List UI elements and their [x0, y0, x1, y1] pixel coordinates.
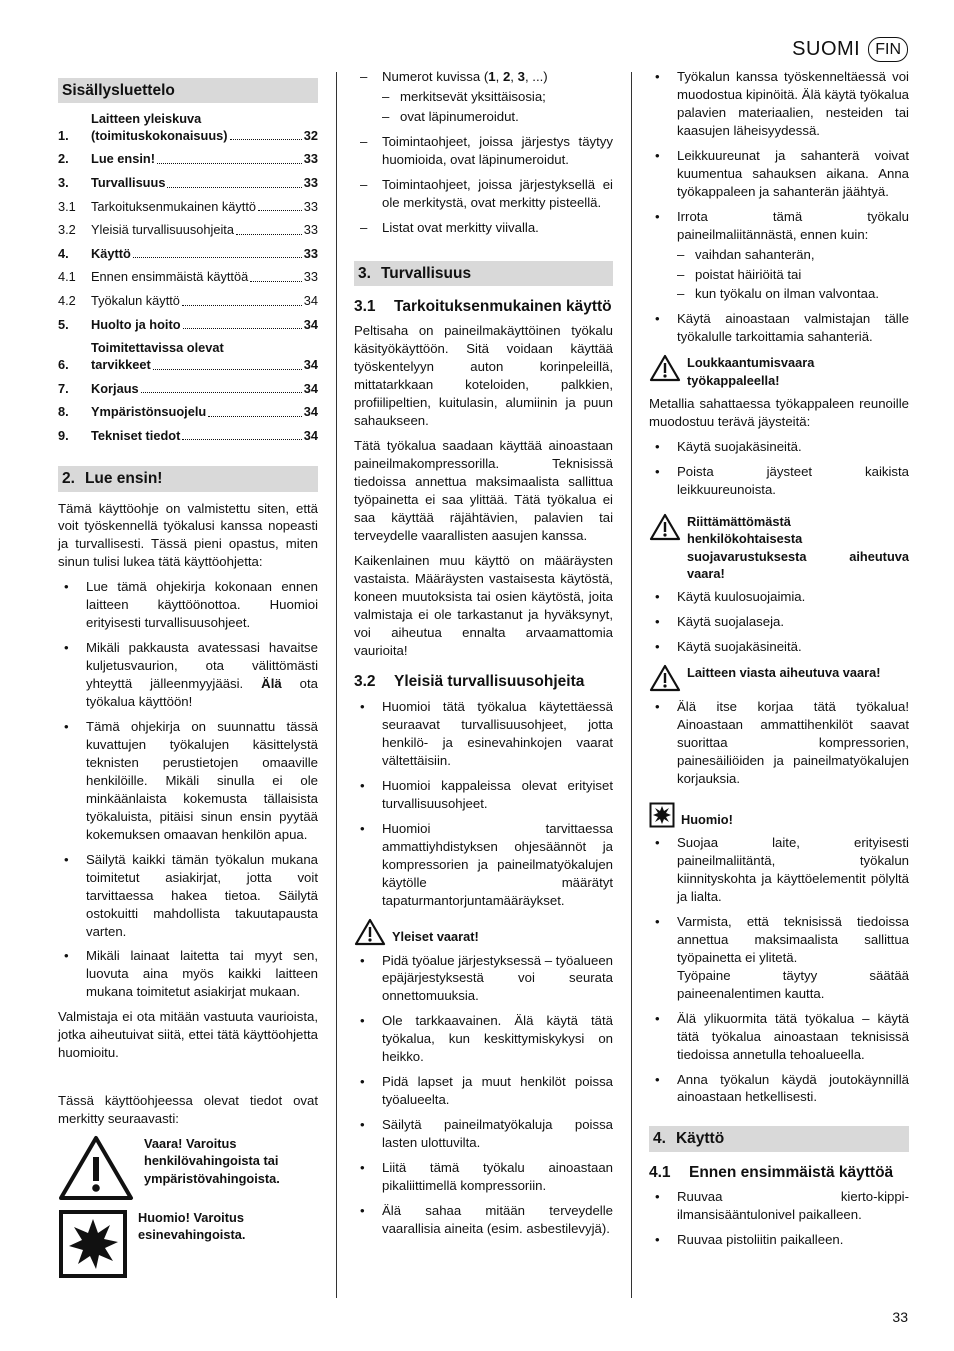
list-item: – Toimintaohjeet, joissa järjestyksellä ei ole merkitystä, ovat merkitty pisteellä. — [354, 176, 613, 212]
list-item: • Mikäli lainaat laitetta tai myyt sen, luovuta aina myös kaikki laitteen mukana toimitetut asiakirjat mukaan. — [58, 947, 318, 1001]
list-item: • Varmista, että teknisissä tiedoissa annettua maksimaalista sallittua työpainetta ei ylitetä. Työpaine täytyy säätää paineenalentimen kautta. — [649, 913, 909, 1003]
list-item: • Älä ylikuormita tätä työkalua – käytä tätä työkalua ainoastaan teknisissä tiedoissa annetulla tehoalueella. — [649, 1010, 909, 1064]
list-item: • Mikäli pakkausta avatessasi havaitse kuljetusvaurion, ota välittömästi yhteyttä jälleenmyyjääsi. Älä ota työkalua käyttöön! — [58, 639, 318, 711]
column-middle — [354, 68, 613, 1245]
list-item: • Käytä suojakäsineitä. — [649, 638, 909, 656]
column-divider — [631, 72, 632, 1298]
list-item: • Ruuvaa pistoliitin paikalleen. — [649, 1231, 909, 1249]
language-label: SUOMI — [792, 38, 861, 60]
subsection-heading: 3.2 Yleisiä turvallisuusohjeita — [354, 673, 585, 691]
paragraph: Kaikenlainen muu käyttö on määräysten vastaista. Määräysten vastaisesta käytöstä, koneen muutoksista tai osien käytöstä, joita valmistaja ei ole tarkastanut ja hyväksynyt, voi aiheutua ennalta arvaamattomia vaurioita! — [354, 552, 613, 658]
toc-entry[interactable]: 9. Tekniset tiedot 34 — [58, 427, 318, 443]
list-item: – Listat ovat merkitty viivalla. — [354, 219, 613, 237]
list-item: – Toimintaohjeet, joissa järjestys täytyy huomioida, ovat läpinumeroidut. — [354, 133, 613, 169]
legend-danger: Vaara! Varoitus henkilövahingoista tai ympäristövahingoista. — [58, 1135, 318, 1201]
list-item: • Käytä suojalaseja. — [649, 613, 909, 631]
list-item: • Anna työkalun käydä joutokäynnillä ainoastaan hetkellisesti. — [649, 1071, 909, 1107]
caution-burst-icon — [58, 1209, 128, 1279]
list-item: – poistat häiriöitä tai — [677, 266, 909, 284]
column-right — [649, 68, 909, 1256]
warning-triangle-icon — [58, 1135, 134, 1201]
caution-note: Huomio! — [649, 802, 909, 828]
table-of-contents — [58, 111, 318, 444]
list-item: • Käytä suojakäsineitä. — [649, 438, 909, 456]
page-number: 33 — [892, 1308, 908, 1325]
column-left — [58, 68, 318, 1279]
warning-triangle-icon — [354, 918, 386, 946]
paragraph: Peltisaha on paineilmakäyttöinen työkalu käsityökäyttöön. Sitä voidaan käyttää työskentelyyn auton korinpeleillä, mittatarkkaan koteloiden, palkkien, profiilipeltien, kuitulasin, alumiinin ja puun sahaukseen. — [354, 323, 613, 429]
list-item: • Työkalun kanssa työskenneltäessä voi muodostua kipinöitä. Älä käytä työkalua palavien materiaalien, nesteiden tai kaasujen läheisyydessä. — [649, 68, 909, 140]
list-item: • Leikkuureunat ja sahanterä voivat kuumentua sahauksen aikana. Anna työkappaleen ja sahanterän jäähtyä. — [649, 147, 909, 201]
paragraph: Valmistaja ei ota mitään vastuuta vaurioista, jotka aiheutuivat siitä, ettei tätä käyttöohjetta huomioitu. — [58, 1009, 318, 1061]
warning-injury: Loukkaantumisvaara työkappaleella! — [649, 354, 909, 389]
toc-entry[interactable]: 8. Ympäristönsuojelu 34 — [58, 404, 318, 420]
toc-entry[interactable]: 3.2 Yleisiä turvallisuusohjeita 33 — [58, 222, 318, 238]
list-item: • Liitä tämä työkalu ainoastaan pikaliittimellä kompressoriin. — [354, 1159, 613, 1195]
caution-burst-icon — [649, 802, 675, 828]
warning-ppe: Riittämättömästä henkilökohtaisesta suojavarustuksesta aiheutuva vaara! — [649, 513, 909, 583]
list-item: • Ruuvaa kierto-kippi-ilmansisääntulonivel paikalleen. — [649, 1188, 909, 1224]
toc-entry[interactable]: 5. Huolto ja hoito 34 — [58, 316, 318, 332]
legend-caution: Huomio! Varoitus esinevahingoista. — [58, 1209, 318, 1279]
list-item: – vaihdan sahanterän, — [677, 246, 909, 264]
list-item: • Pidä työalue järjestyksessä – työalueen epäjärjestyksestä voi seurata onnettomuuksia. — [354, 952, 613, 1006]
list-item: • Suojaa laite, erityisesti paineilmaliitäntä, työkalun kiinnityskohta ja käyttöelementit pölyltä ja lialta. — [649, 834, 909, 906]
paragraph: Tätä työkalua saadaan käyttää ainoastaan paineilmakompressorilla. Teknisissä tiedoissa annettua maksimaalista sallittua työpainetta ei saa ylittää. Tätä työkalua ei saa käyttää räjähtävien, palavien tai terveydelle vaarallisten aasujen kanssa. — [354, 438, 613, 543]
toc-entry[interactable]: 7. Korjaus 34 — [58, 380, 318, 396]
toc-entry[interactable]: 4.2 Työkalun käyttö 34 — [58, 293, 318, 309]
language-code-badge: FIN — [868, 37, 908, 63]
subsection-heading: 4.1 Ennen ensimmäistä käyttöä — [649, 1163, 894, 1181]
toc-heading: Sisällysluettelo — [58, 78, 318, 103]
toc-entry[interactable]: 1. Laitteen yleiskuva (toimituskokonaisuus) 32 — [58, 111, 318, 143]
list-item: • Pidä lapset ja muut henkilöt poissa työalueelta. — [354, 1073, 613, 1109]
toc-entry[interactable]: 3.1 Tarkoituksenmukainen käyttö 33 — [58, 198, 318, 214]
list-item: • Säilytä kaikki tämän työkalun mukana toimitetut asiakirjat, jotta voit tarvittaessa hakea tietoa. Säilytä ostokuitti mahdollista takuutapausta varten. — [58, 851, 318, 941]
list-item: • Huomioi tarvittaessa ammattiyhdistyksen ohjesäännöt ja kompressorien ja paineilmatyökalujen käytölle määrätyt tapaturmantorjuntamääräykset. — [354, 820, 613, 910]
list-item: • Ole tarkkaavainen. Älä käytä tätä työkalua, kun keskittymiskykysi on heikko. — [354, 1012, 613, 1066]
list-item: • Älä sahaa mitään terveydelle vaarallisia aineita (esim. asbestilevyjä). — [354, 1202, 613, 1238]
list-item: • Lue tämä ohjekirja kokonaan ennen laitteen käyttöönottoa. Huomioi erityisesti turvallisuusohjeet. — [58, 578, 318, 632]
list-item: • Irrota tämä työkalu paineilmaliitännästä, ennen kuin: – vaihdan sahanterän, – poistat häiriöitä tai – kun työkalu on ilman valvontaa. — [649, 208, 909, 304]
list-item: • Säilytä paineilmatyökaluja poissa lasten ulottuvilta. — [354, 1116, 613, 1152]
list-item: – merkitsevät yksittäisosia; — [382, 88, 613, 106]
list-item: • Käytä kuulosuojaimia. — [649, 588, 909, 606]
toc-entry[interactable]: 4. Käyttö 33 — [58, 245, 318, 261]
list-item: • Älä itse korjaa tätä työkalua! Ainoastaan ammattihenkilöt saavat suorittaa kompressorien, painesäiliöiden ja paineilmatyökalujen korjauksia. — [649, 698, 909, 788]
warning-triangle-icon — [649, 664, 681, 692]
subsection-heading: 3.1 Tarkoituksenmukainen käyttö — [354, 297, 612, 315]
warning-device-fault: Laitteen viasta aiheutuva vaara! — [649, 664, 909, 692]
list-item: • Huomioi tätä työkalua käytettäessä seuraavat turvallisuusohjeet, jotta henkilö- ja esinevahinkojen vaarat vältettäisiin. — [354, 698, 613, 770]
toc-entry[interactable]: 2. Lue ensin! 33 — [58, 151, 318, 167]
section-heading: 2. Lue ensin! — [58, 466, 318, 491]
list-item: • Tämä ohjekirja on suunnattu tässä kuvattujen työkalujen käsittelystä teknisten perustietojen omaaville henkilöille. Mikäli sinulla ei ole minkäänlaista kokemusta tällaisista työkaluista, pitäisi sinun ensin pyytää kokemuksen omaavan henkilön apua. — [58, 718, 318, 844]
list-item: • Käytä ainoastaan valmistajan tälle työkalulle tarkoittamia sahanteriä. — [649, 310, 909, 346]
section-heading: 4. Käyttö — [649, 1126, 909, 1151]
page-header — [792, 36, 908, 63]
section-heading: 3. Turvallisuus — [354, 261, 613, 286]
paragraph: Tämä käyttöohje on valmistettu siten, että voit työskennellä työkalusi kanssa nopeasti ja turvallisesti. Tässä pieni opastus, miten sinun tulisi lukea tätä käyttöohjetta: — [58, 500, 318, 570]
warning-triangle-icon — [649, 513, 681, 541]
toc-entry[interactable]: 6. Toimitettavissa olevat tarvikkeet 34 — [58, 340, 318, 372]
toc-entry[interactable]: 4.1 Ennen ensimmäistä käyttöä 33 — [58, 269, 318, 285]
column-divider — [336, 72, 337, 1298]
list-item: • Poista jäysteet kaikista leikkuureunoista. — [649, 463, 909, 499]
warning-triangle-icon — [649, 354, 681, 382]
paragraph: Metallia sahattaessa työkappaleen reunoille muodostuu terävä jäysteitä: — [649, 396, 909, 430]
list-item: – kun työkalu on ilman valvontaa. — [677, 285, 909, 303]
paragraph: Tässä käyttöohjeessa olevat tiedot ovat merkitty seuraavasti: — [58, 1093, 318, 1127]
list-item: – Numerot kuvissa (1, 2, 3, ...) – merkitsevät yksittäisosia; – ovat läpinumeroidut. — [354, 68, 613, 126]
list-item: – ovat läpinumeroidut. — [382, 108, 613, 126]
warning-general: Yleiset vaarat! — [354, 918, 613, 946]
list-item: • Huomioi kappaleissa olevat erityiset turvallisuusohjeet. — [354, 777, 613, 813]
toc-entry[interactable]: 3. Turvallisuus 33 — [58, 174, 318, 190]
